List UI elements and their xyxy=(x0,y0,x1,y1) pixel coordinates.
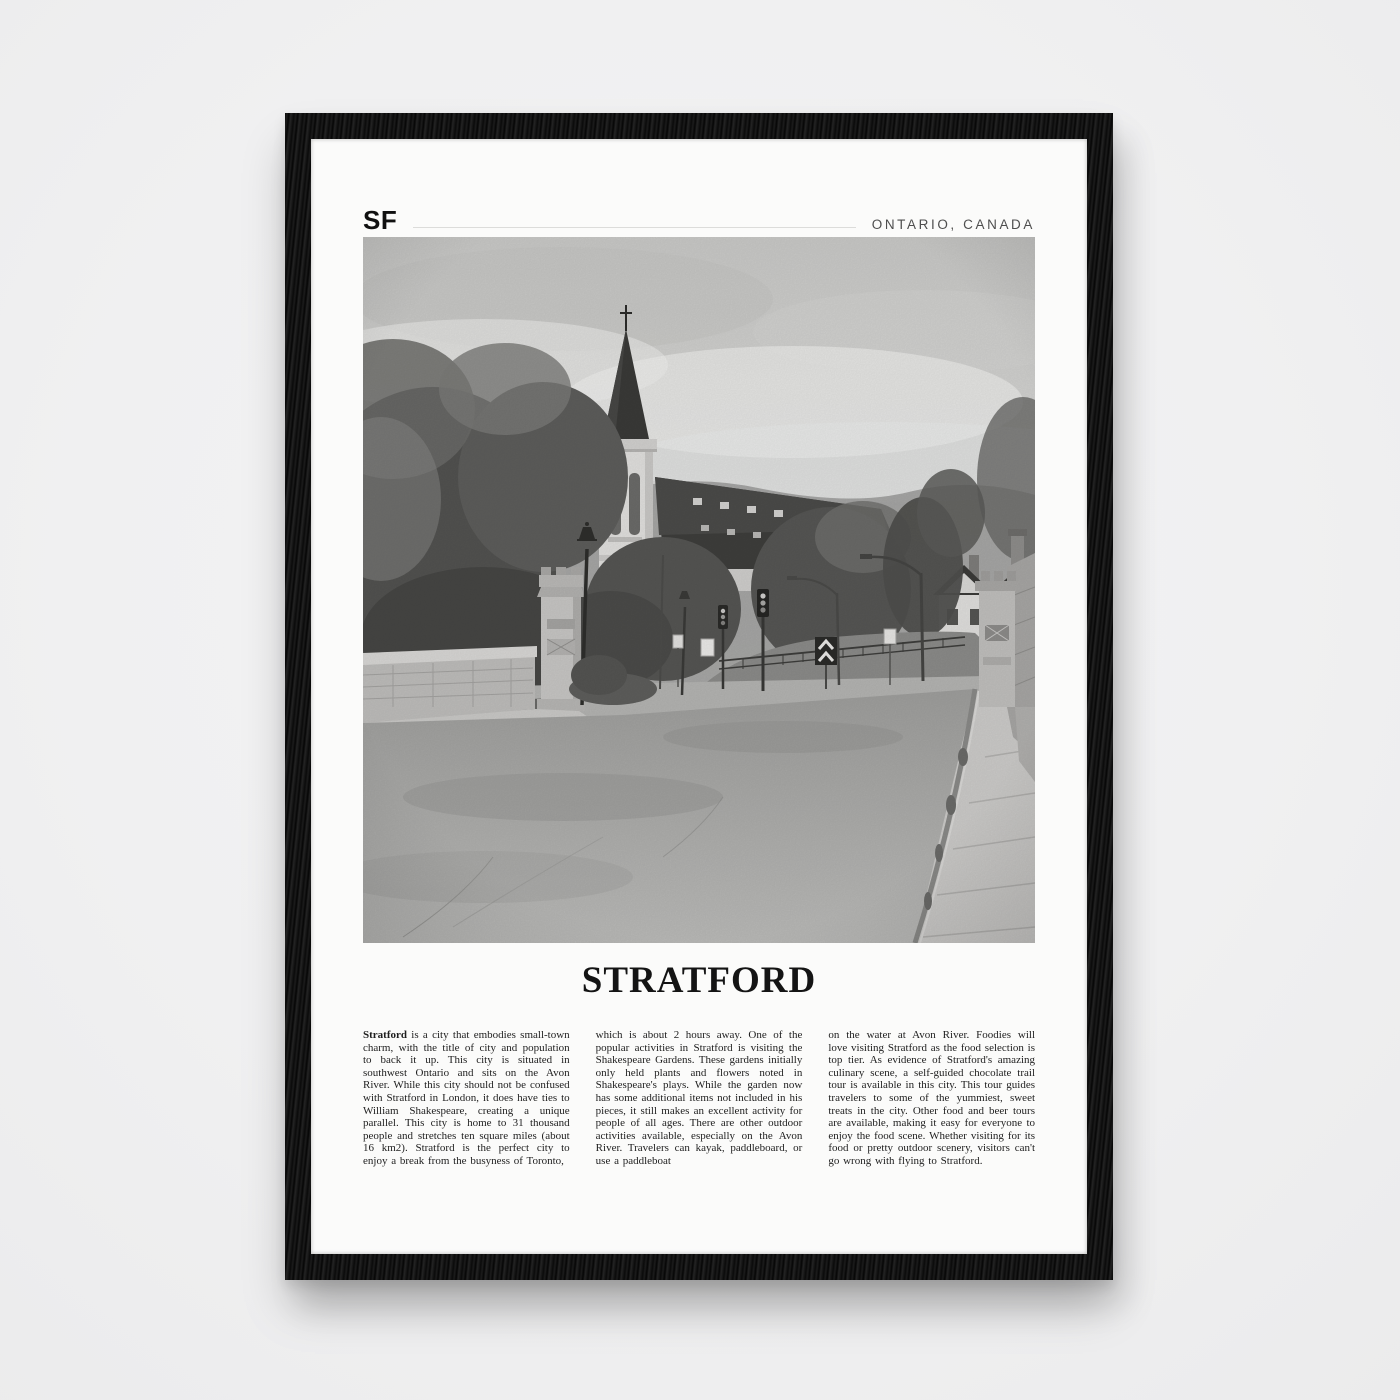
poster-mat xyxy=(311,139,1087,1254)
body-column-1-text: is a city that embodies small-town charm, with the title of city and population to back it up. This city is situated in southwest Ontario and sits on the Avon River. While this city should not be confused with Stratford in London, it does have ties to William Shakespeare, creating a unique parallel. This city is home to 31 thousand people and stretches ten square miles (about 16 km2). Stratford is the perfect city to enjoy a break from the busyness of Toronto, xyxy=(363,1029,570,1167)
body-columns xyxy=(363,1029,1035,1168)
poster-frame xyxy=(285,113,1113,1280)
body-lead-word: Stratford xyxy=(363,1029,407,1041)
body-column-1 xyxy=(363,1029,570,1168)
poster-header xyxy=(363,207,1035,233)
body-column-2: which is about 2 hours away. One of the popular activities in Stratford is visiting the Shakespeare Gardens. These gardens initially only held plants and flowers noted in Shakespeare's plays. While the garden now has some additional items not included in his pieces, it still makes an excellent activity for people of all ages. There are other outdoor activities available, especially on the Avon River. Travelers can kayak, paddleboard, or use a paddleboat xyxy=(595,1029,803,1167)
poster-title: STRATFORD xyxy=(581,960,817,1001)
initials-label: SF xyxy=(363,205,398,235)
photo-street-scene xyxy=(363,237,1035,943)
body-column-3: on the water at Avon River. Foodies will love visiting Stratford as the food selection is top tier. As evidence of Stratford's amazing culinary scene, a self-guided chocolate trail tour is available in this city. This tour guides travelers to some of the yummiest, sweet treats in the city. Other food and beer tours are available, making it easy for everyone to enjoy the food scene. Whether visiting for its food or pretty outdoor scenery, visitors can't go wrong with flying to Stratford. xyxy=(828,1029,1036,1167)
header-rule xyxy=(413,227,856,228)
photo-grain xyxy=(363,237,1035,943)
location-label: ONTARIO, CANADA xyxy=(871,217,1035,232)
